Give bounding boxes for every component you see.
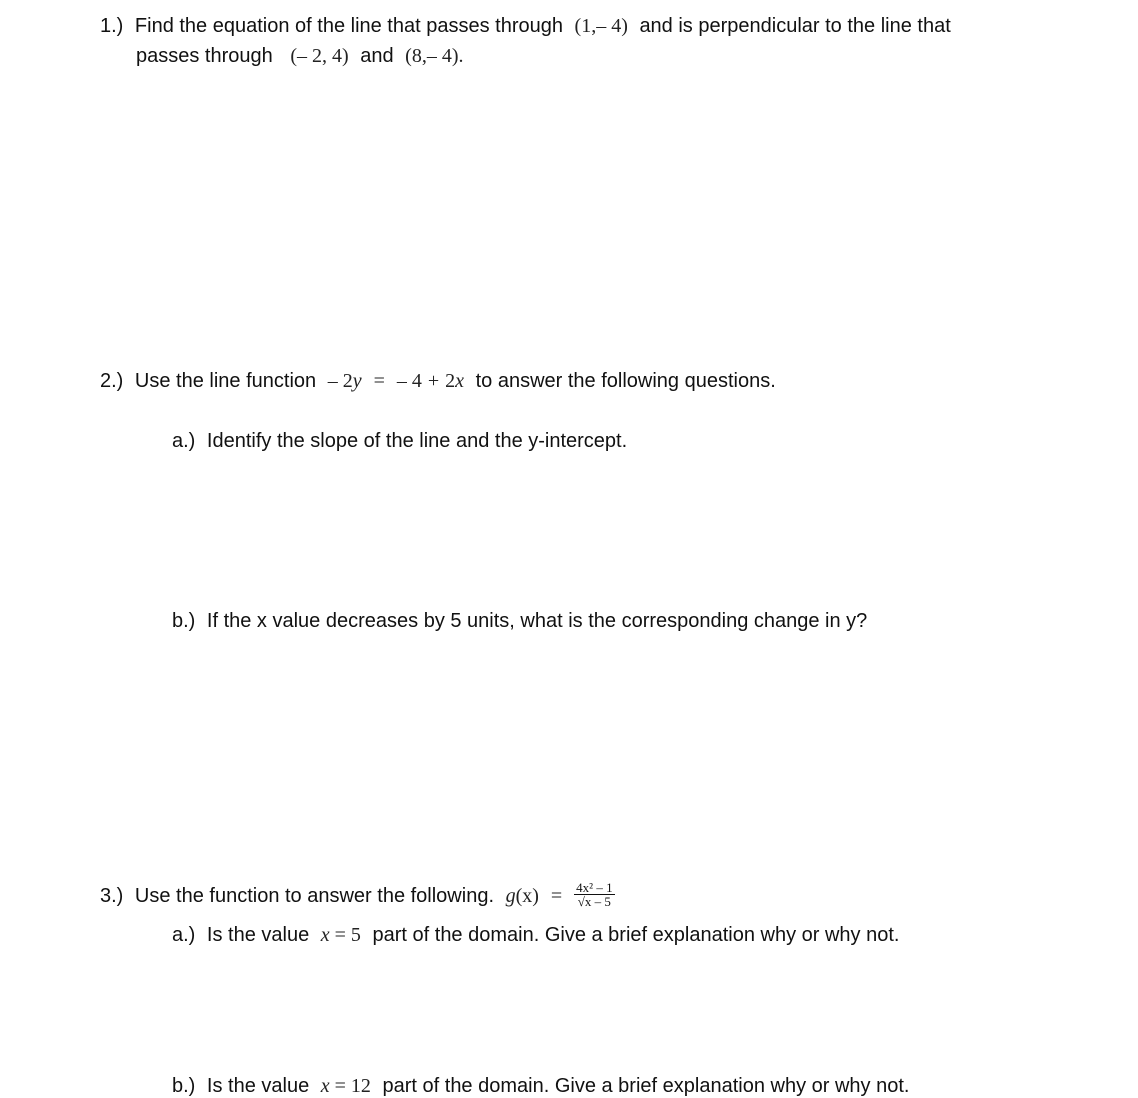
question-2-equation (328, 370, 464, 392)
question-3-number: 3.) (100, 884, 124, 907)
question-2-part-b-text: If the x value decreases by 5 units, what is the corresponding change in y? (206, 610, 868, 632)
question-2-text-b: to answer the following questions. (475, 370, 776, 392)
question-2-part-a-label: a.) (172, 430, 196, 452)
function-fraction (574, 881, 614, 908)
eq-sign: = (373, 370, 385, 392)
eq-right-var: x (455, 370, 465, 392)
question-3-line (100, 880, 615, 910)
question-1-line-1 (100, 14, 951, 38)
question-3-part-a-math (321, 924, 361, 946)
func-arg: (x) (515, 884, 539, 907)
fraction-numerator: 4x² – 1 (576, 880, 613, 895)
question-3-part-b-text-2: part of the domain. Give a brief explanation why or why not. (382, 1075, 910, 1097)
question-1-number: 1.) (100, 15, 124, 37)
question-2-part-a-text: Identify the slope of the line and the y-intercept. (206, 430, 628, 452)
eq-left-var: y (352, 370, 362, 392)
question-1-text-a: Find the equation of the line that passes through (134, 15, 563, 37)
question-2-part-b (172, 609, 867, 633)
question-3-part-b (172, 1074, 909, 1098)
question-2-line (100, 369, 776, 393)
question-1-text-c: passes through (136, 45, 273, 67)
fraction-denominator: √x – 5 (577, 894, 611, 909)
question-3-part-a-text-2: part of the domain. Give a brief explanation why or why not. (372, 924, 900, 946)
part-b-var: x (320, 1075, 330, 1097)
eq-plus: + (427, 370, 440, 392)
question-2-text-a: Use the line function (134, 370, 317, 392)
eq-right-const: – 4 (396, 370, 422, 392)
func-name: g (505, 884, 516, 907)
question-3-part-a-text-1: Is the value (206, 924, 310, 946)
part-a-var: x (320, 924, 330, 946)
question-1-point-3: (8,– 4). (405, 45, 464, 67)
question-3-part-a (172, 923, 899, 947)
question-3-part-a-label: a.) (172, 924, 196, 946)
question-1-point-1: (1,– 4) (574, 15, 628, 37)
question-1-text-b: and is perpendicular to the line that (639, 15, 951, 37)
question-3-part-b-label: b.) (172, 1075, 196, 1097)
question-1-line-2 (136, 44, 463, 68)
question-1-point-2: (– 2, 4) (290, 45, 349, 67)
question-2-number: 2.) (100, 370, 124, 392)
question-3-text-a: Use the function to answer the following. (134, 884, 494, 907)
eq-right-coef: 2 (445, 370, 456, 392)
question-3-part-b-text-1: Is the value (206, 1075, 310, 1097)
question-3-part-b-math (321, 1075, 371, 1097)
part-b-val: = 12 (334, 1075, 371, 1097)
question-2-part-b-label: b.) (172, 610, 196, 632)
func-eq: = (550, 884, 563, 907)
question-3-function (506, 885, 575, 907)
part-a-val: = 5 (334, 924, 361, 946)
question-1-text-d: and (360, 45, 394, 67)
eq-left-coef: – 2 (327, 370, 353, 392)
question-2-part-a (172, 429, 627, 453)
